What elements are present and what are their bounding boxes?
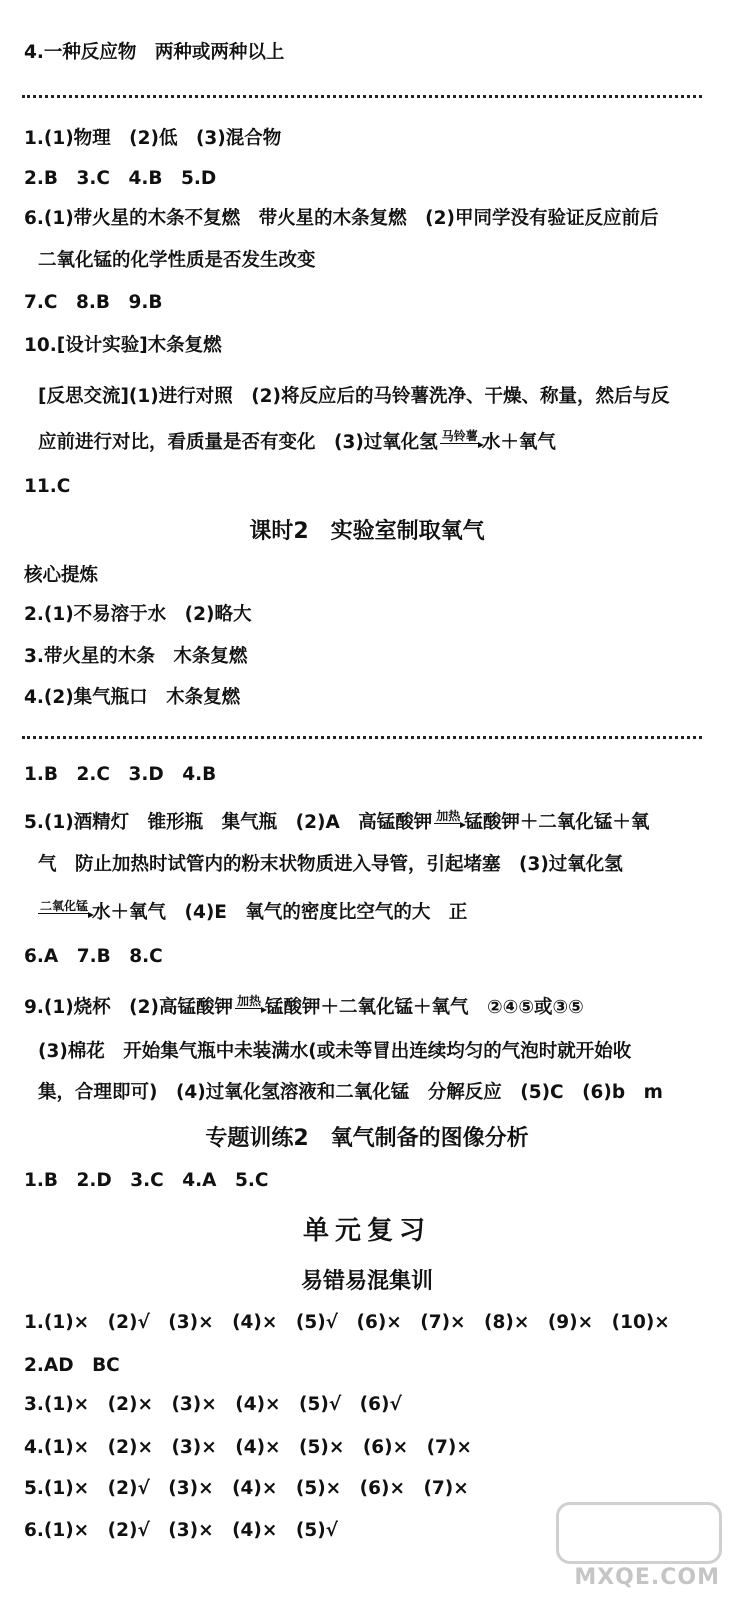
dotted-divider bbox=[22, 736, 702, 739]
answer-line: 5.(1)× (2)√ (3)× (4)× (5)× (6)× (7)× bbox=[24, 1478, 469, 1499]
answer-text: 锰酸钾＋二氧化锰＋氧 bbox=[464, 812, 650, 833]
section-heading: 专题训练2 氧气制备的图像分析 bbox=[205, 1126, 529, 1151]
answer-line bbox=[24, 810, 724, 836]
answer-line: 2.B 3.C 4.B 5.D bbox=[24, 168, 217, 189]
reaction-arrow bbox=[38, 899, 90, 914]
section-heading: 课时2 实验室制取氧气 bbox=[249, 519, 485, 544]
answer-line: 二氧化锰的化学性质是否发生改变 bbox=[38, 250, 316, 271]
answer-line: (3)棉花 开始集气瓶中未装满水(或未等冒出连续均匀的气泡时就开始收 bbox=[38, 1041, 632, 1062]
answer-line: 1.B 2.D 3.C 4.A 5.C bbox=[24, 1170, 269, 1191]
answer-line: 气 防止加热时试管内的粉末状物质进入导管，引起堵塞 (3)过氧化氢 bbox=[38, 854, 623, 875]
arrow-condition: 加热 bbox=[236, 994, 261, 1008]
answer-line bbox=[24, 995, 724, 1021]
answer-text: 水＋氧气 bbox=[481, 432, 556, 453]
answer-line bbox=[38, 900, 724, 926]
unit-heading: 单元复习 bbox=[302, 1216, 431, 1246]
answer-line: 6.A 7.B 8.C bbox=[24, 946, 163, 967]
answer-line: 7.C 8.B 9.B bbox=[24, 292, 163, 313]
answer-line: 1.(1)× (2)√ (3)× (4)× (5)√ (6)× (7)× (8)× (9)× (10)× bbox=[24, 1312, 670, 1333]
answer-line: 1.(1)物理 (2)低 (3)混合物 bbox=[24, 128, 282, 149]
answer-text: 锰酸钾＋二氧化锰＋氧气 ②④⑤或③⑤ bbox=[264, 997, 584, 1018]
answer-text: 应前进行对比，看质量是否有变化 (3)过氧化氢 bbox=[38, 432, 438, 453]
answer-line: 4.一种反应物 两种或两种以上 bbox=[24, 42, 285, 63]
answer-line: 3.(1)× (2)× (3)× (4)× (5)√ (6)√ bbox=[24, 1394, 402, 1415]
answer-text: 5.(1)酒精灯 锥形瓶 集气瓶 (2)A 高锰酸钾 bbox=[24, 812, 433, 833]
answer-line: [反思交流](1)进行对照 (2)将反应后的马铃薯洗净、干燥、称量，然后与反 bbox=[38, 386, 670, 407]
answer-line: 3.带火星的木条 木条复燃 bbox=[24, 646, 248, 667]
answer-line: 1.B 2.C 3.D 4.B bbox=[24, 764, 217, 785]
subsection-heading: 核心提炼 bbox=[24, 565, 99, 586]
arrow-condition: 加热 bbox=[436, 809, 461, 823]
watermark-logo bbox=[552, 1502, 728, 1590]
answer-line: 11.C bbox=[24, 476, 71, 497]
answer-line: 集，合理即可) (4)过氧化氢溶液和二氧化锰 分解反应 (5)C (6)b m bbox=[38, 1082, 663, 1103]
reaction-arrow bbox=[440, 429, 480, 444]
answer-line: 2.AD BC bbox=[24, 1355, 120, 1376]
section-heading: 易错易混集训 bbox=[300, 1269, 433, 1294]
reaction-arrow bbox=[434, 809, 462, 824]
answer-line: 4.(2)集气瓶口 木条复燃 bbox=[24, 687, 241, 708]
answer-line: 4.(1)× (2)× (3)× (4)× (5)× (6)× (7)× bbox=[24, 1437, 472, 1458]
answer-text: 水＋氧气 (4)E 氧气的密度比空气的大 正 bbox=[92, 902, 468, 923]
arrow-condition: 马铃薯 bbox=[441, 429, 478, 443]
watermark-site: MXQE.COM bbox=[574, 1565, 720, 1590]
arrow-condition: 二氧化锰 bbox=[40, 899, 89, 913]
answer-line: 6.(1)带火星的木条不复燃 带火星的木条复燃 (2)甲同学没有验证反应前后 bbox=[24, 208, 659, 229]
dotted-divider bbox=[22, 95, 702, 98]
answer-line: 6.(1)× (2)√ (3)× (4)× (5)√ bbox=[24, 1520, 338, 1541]
answer-line bbox=[38, 430, 724, 456]
reaction-arrow bbox=[235, 994, 263, 1009]
answer-line: 2.(1)不易溶于水 (2)略大 bbox=[24, 604, 252, 625]
answer-line: 10.[设计实验]木条复燃 bbox=[24, 335, 222, 356]
answer-text: 9.(1)烧杯 (2)高锰酸钾 bbox=[24, 997, 233, 1018]
watermark-seal-icon bbox=[556, 1502, 722, 1564]
